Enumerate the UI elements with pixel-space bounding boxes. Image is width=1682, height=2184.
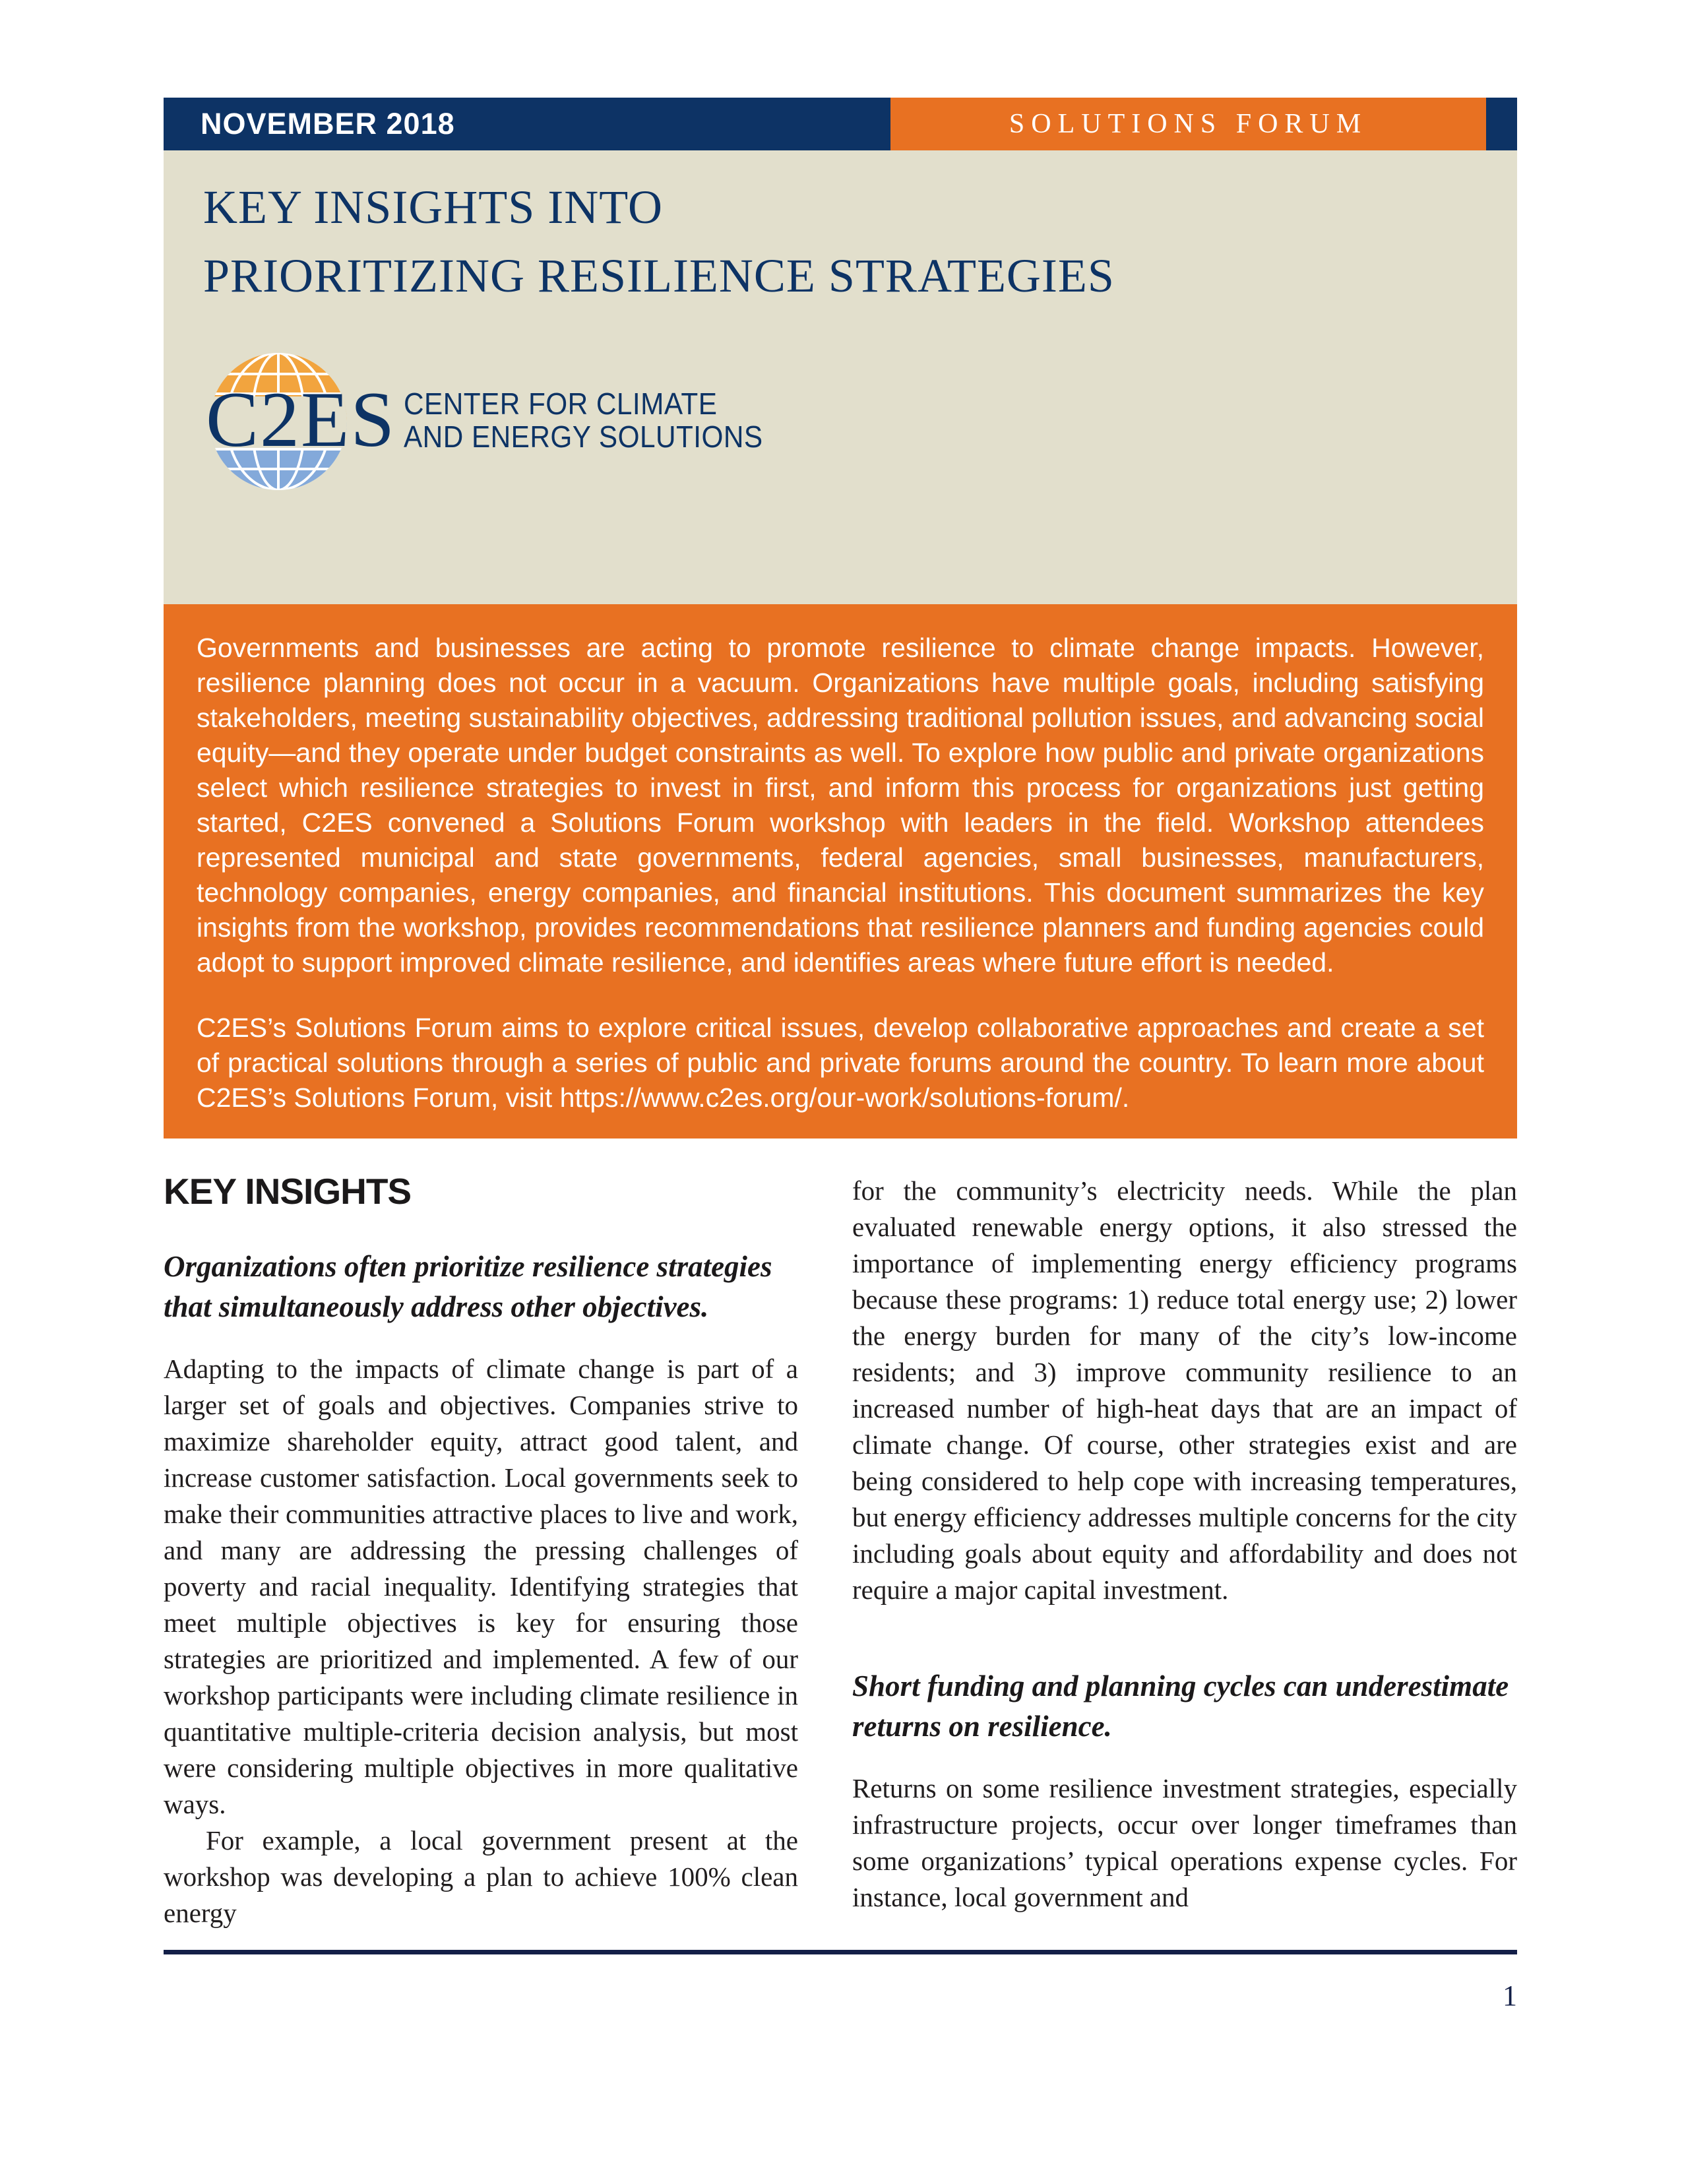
- c2es-tagline: [404, 387, 763, 453]
- hero-panel: [164, 150, 1517, 604]
- body-paragraph-4: Returns on some resilience investment strategies, especially infrastructure projects, occur over longer timeframes than some organizations’ typical operations expense cycles. For instance, local government and: [852, 1773, 1517, 1912]
- insight-subheading-1: Organizations often prioritize resilience strategies that simultaneously address other objectives.: [164, 1250, 772, 1323]
- intro-paragraph-2: C2ES’s Solutions Forum aims to explore critical issues, develop collaborative approaches and create a set of practical solutions through a series of public and private forums around the country. To learn more about C2ES’s Solutions Forum, visit https://www.c2es.org/our-work/solutions-forum/.: [197, 1013, 1484, 1113]
- header-end-cap: [1486, 98, 1517, 150]
- key-insights-heading: KEY INSIGHTS: [164, 1173, 412, 1212]
- header-date-segment: [164, 98, 890, 150]
- left-column: [164, 1173, 798, 1945]
- header-bar: [164, 98, 1517, 150]
- insight-subheading-2: Short funding and planning cycles can underestimate returns on resilience.: [852, 1669, 1509, 1743]
- title-line-1: KEY INSIGHTS INTO: [203, 181, 663, 234]
- tagline-line-1: CENTER FOR CLIMATE: [404, 387, 718, 421]
- column-gutter: [798, 1173, 852, 1945]
- intro-panel: [164, 604, 1517, 1139]
- header-program-segment: [890, 98, 1486, 150]
- document-title: [203, 173, 1115, 310]
- program-label: SOLUTIONS FORUM: [1009, 109, 1368, 139]
- c2es-wordmark: C2ES: [206, 375, 396, 463]
- issue-date: NOVEMBER 2018: [201, 107, 455, 140]
- body-paragraph-1: Adapting to the impacts of climate change is part of a larger set of goals and objectives. Companies strive to maximize shareholder equity, attract good talent, and increase customer satisfaction. Local governments seek to make their communities attractive places to live and work, and many are addressing the pressing challenges of poverty and racial inequality. Identifying strategies that meet multiple objectives is key for ensuring those strategies are prioritized and implemented. A few of our workshop participants were including climate resilience in quantitative multiple-criteria decision analysis, but most were considering multiple objectives in more qualitative ways.: [164, 1354, 798, 1819]
- intro-paragraph-1: Governments and businesses are acting to promote resilience to climate change impacts. However, resilience planning does not occur in a vacuum. Organizations have multiple goals, including satisfying stakeholders, meeting sustainability objectives, addressing traditional pollution issues, and advancing social equity—and they operate under budget constraints as well. To explore how public and private organizations select which resilience strategies to invest in first, and inform this process for organizations just getting started, C2ES convened a Solutions Forum workshop with leaders in the field. Workshop attendees represented municipal and state governments, federal agencies, small businesses, manufacturers, technology companies, energy companies, and financial institutions. This document summarizes the key insights from the workshop, provides recommendations that resilience planners and funding agencies could adopt to support improved climate resilience, and identifies areas where future effort is needed.: [197, 633, 1484, 978]
- c2es-logo: [207, 350, 801, 502]
- right-column: [852, 1173, 1517, 1945]
- footer-rule: [164, 1950, 1517, 1954]
- title-line-2: PRIORITIZING RESILIENCE STRATEGIES: [203, 249, 1115, 302]
- page-number: 1: [1503, 1980, 1517, 2012]
- tagline-line-2: AND ENERGY SOLUTIONS: [404, 420, 763, 454]
- body-paragraph-2: For example, a local government present at the workshop was developing a plan to achieve 100% clean energy: [164, 1825, 798, 1928]
- body-paragraph-3: for the community’s electricity needs. While the plan evaluated renewable energy options, it also stressed the importance of implementing energy efficiency programs because these programs: 1) reduce total energy use; 2) lower the energy burden for many of the city’s low-income residents; and 3) improve community resilience to an increased number of high-heat days that are an impact of climate change. Of course, other strategies exist and are being considered to help cope with increasing temperatures, but energy efficiency addresses multiple concerns for the city including goals about equity and affordability and does not require a major capital investment.: [852, 1175, 1517, 1605]
- body-columns: [164, 1173, 1517, 1945]
